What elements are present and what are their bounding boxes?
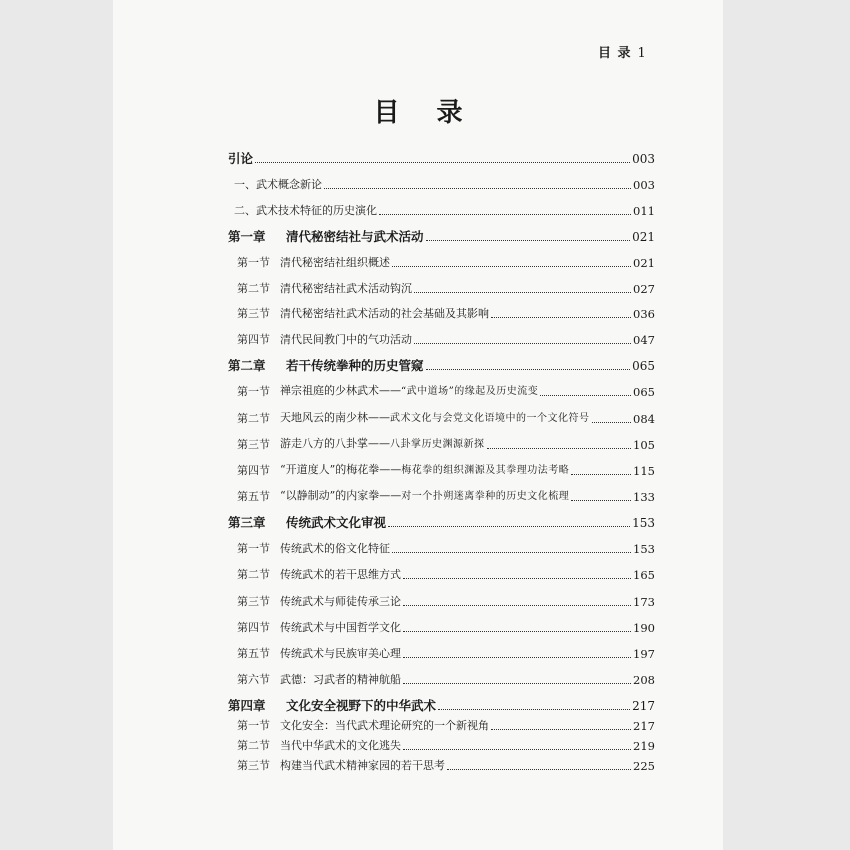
dot-leader bbox=[491, 317, 631, 318]
toc-entry-title: 传统武术的俗文化特征 bbox=[280, 542, 390, 555]
section-number: 第四节 bbox=[237, 621, 270, 634]
toc-page-number: 217 bbox=[633, 719, 655, 733]
toc-page-number: 047 bbox=[633, 333, 655, 347]
dot-leader bbox=[403, 605, 631, 606]
toc-page-number: 105 bbox=[633, 438, 655, 452]
toc-entry-subtitle: 武术文化与会党文化语境中的一个文化符号 bbox=[390, 413, 590, 424]
toc-page-number: 084 bbox=[633, 412, 655, 426]
toc-page-number: 197 bbox=[633, 647, 655, 661]
toc-chapter bbox=[228, 226, 655, 244]
toc-entry-title: 引论 bbox=[228, 151, 254, 166]
toc-entry-title: 天地风云的南少林——武术文化与会党文化语境中的一个文化符号 bbox=[280, 411, 590, 424]
toc-entry-title: 清代秘密结社武术活动的社会基础及其影响 bbox=[280, 307, 489, 320]
dot-leader bbox=[592, 422, 632, 423]
toc-entry-title: 文化安全：当代武术理论研究的一个新视角 bbox=[280, 719, 489, 732]
toc-page-number: 065 bbox=[632, 359, 655, 373]
dot-leader bbox=[388, 526, 630, 527]
toc-entry bbox=[228, 755, 655, 773]
toc-entry bbox=[228, 252, 655, 270]
dot-leader bbox=[379, 214, 631, 215]
dot-leader bbox=[324, 188, 631, 189]
toc-entry-title: 清代秘密结社武术活动钩沉 bbox=[280, 282, 412, 295]
toc-entry-title: 一、武术概念新论 bbox=[234, 178, 322, 191]
dot-leader bbox=[414, 343, 631, 344]
toc-entry-title: 禅宗祖庭的少林武术——“武中道场”的缘起及历史流变 bbox=[280, 384, 539, 397]
dot-leader bbox=[447, 769, 631, 770]
toc-entry-subtitle: 八卦掌历史渊源新探 bbox=[390, 439, 485, 450]
toc-chapter bbox=[228, 512, 655, 530]
toc-entry-title: 文化安全视野下的中华武术 bbox=[286, 698, 437, 713]
section-number: 第四节 bbox=[237, 333, 270, 346]
toc-page-number: 021 bbox=[633, 256, 655, 270]
dot-leader bbox=[426, 240, 631, 241]
toc-entry-title: 传统武术与中国哲学文化 bbox=[280, 621, 401, 634]
toc-entry-title: 传统武术与师徒传承三论 bbox=[280, 595, 401, 608]
section-number: 第一节 bbox=[237, 256, 270, 269]
toc-entry-title: 清代民间教门中的气功活动 bbox=[280, 333, 412, 346]
toc-page-number: 173 bbox=[633, 595, 655, 609]
toc-entry-title: 传统武术的若干思维方式 bbox=[280, 568, 401, 581]
toc-page-number: 011 bbox=[633, 204, 655, 218]
dot-leader bbox=[403, 631, 631, 632]
chapter-number: 第二章 bbox=[228, 358, 266, 373]
dot-leader bbox=[403, 749, 631, 750]
section-number: 第一节 bbox=[237, 385, 270, 398]
dot-leader bbox=[540, 395, 631, 396]
toc-page-number: 208 bbox=[633, 673, 655, 687]
toc-page-number: 225 bbox=[633, 759, 655, 773]
chapter-number: 第三章 bbox=[228, 515, 266, 530]
toc-entry-subtitle: “武中道场”的缘起及历史流变 bbox=[401, 386, 539, 397]
toc-entry bbox=[228, 591, 655, 609]
toc-entry-title: 武德：习武者的精神航船 bbox=[280, 673, 401, 686]
toc-entry bbox=[228, 174, 655, 192]
toc-entry-title: “开道度人”的梅花拳——梅花拳的组织渊源及其拳理功法考略 bbox=[280, 463, 570, 476]
toc-page-number: 065 bbox=[633, 385, 655, 399]
dot-leader bbox=[255, 162, 630, 163]
section-number: 第三节 bbox=[237, 438, 270, 451]
toc-entry-title: “以静制动”的内家拳——对一个扑朔迷离拳种的历史文化梳理 bbox=[280, 489, 570, 502]
section-number: 第二节 bbox=[237, 739, 270, 752]
toc-page-number: 190 bbox=[633, 621, 655, 635]
toc-entry bbox=[228, 434, 655, 452]
toc-entry-title: 构建当代武术精神家园的若干思考 bbox=[280, 759, 445, 772]
toc-page-number: 115 bbox=[633, 464, 655, 478]
toc-entry bbox=[228, 278, 655, 296]
dot-leader bbox=[403, 657, 631, 658]
section-number: 第三节 bbox=[237, 759, 270, 772]
toc-entry bbox=[228, 460, 655, 478]
dot-leader bbox=[414, 292, 631, 293]
dot-leader bbox=[403, 683, 631, 684]
section-number: 第三节 bbox=[237, 307, 270, 320]
toc-entry-title: 传统武术文化审视 bbox=[286, 515, 387, 530]
dot-leader bbox=[571, 500, 631, 501]
toc-entry bbox=[228, 408, 655, 426]
chapter-number: 第四章 bbox=[228, 698, 266, 713]
toc-entry-title: 当代中华武术的文化逃失 bbox=[280, 739, 401, 752]
section-number: 第五节 bbox=[237, 490, 270, 503]
toc-entry-title: 二、武术技术特征的历史演化 bbox=[234, 204, 377, 217]
dot-leader bbox=[491, 729, 631, 730]
dot-leader bbox=[392, 266, 631, 267]
toc-page-number: 021 bbox=[632, 230, 655, 244]
section-number: 第二节 bbox=[237, 282, 270, 295]
dot-leader bbox=[487, 448, 632, 449]
toc-page-number: 003 bbox=[632, 152, 655, 166]
dot-leader bbox=[392, 552, 631, 553]
section-number: 第五节 bbox=[237, 647, 270, 660]
toc-page-number: 133 bbox=[633, 490, 655, 504]
section-number: 第四节 bbox=[237, 464, 270, 477]
toc-entry bbox=[228, 329, 655, 347]
section-number: 第三节 bbox=[237, 595, 270, 608]
toc-entry-subtitle: 梅花拳的组织渊源及其拳理功法考略 bbox=[401, 465, 570, 476]
toc-page-number: 036 bbox=[633, 307, 655, 321]
page-title: 目 录 bbox=[373, 98, 477, 128]
toc-chapter bbox=[228, 695, 655, 713]
section-number: 第二节 bbox=[237, 412, 270, 425]
running-header-page: 1 bbox=[637, 46, 647, 61]
section-number: 第二节 bbox=[237, 568, 270, 581]
toc-page-number: 153 bbox=[632, 516, 655, 530]
dot-leader bbox=[426, 369, 631, 370]
running-header-label: 目 录 bbox=[598, 46, 632, 61]
toc-entry bbox=[228, 643, 655, 661]
toc-entry bbox=[228, 735, 655, 753]
dot-leader bbox=[403, 578, 631, 579]
toc-entry-title: 传统武术与民族审美心理 bbox=[280, 647, 401, 660]
toc-entry bbox=[228, 381, 655, 399]
toc-entry-title: 清代秘密结社与武术活动 bbox=[286, 229, 424, 244]
toc-entry-title: 若干传统拳种的历史管窥 bbox=[286, 358, 424, 373]
toc-page-number: 003 bbox=[633, 178, 655, 192]
section-number: 第六节 bbox=[237, 673, 270, 686]
toc-entry bbox=[228, 200, 655, 218]
toc-page-number: 027 bbox=[633, 282, 655, 296]
toc-page-number: 153 bbox=[633, 542, 655, 556]
toc-entry bbox=[228, 538, 655, 556]
toc-entry bbox=[228, 617, 655, 635]
toc-entry bbox=[228, 564, 655, 582]
dot-leader bbox=[438, 709, 630, 710]
toc-page-number: 217 bbox=[632, 699, 655, 713]
section-number: 第一节 bbox=[237, 719, 270, 732]
section-number: 第一节 bbox=[237, 542, 270, 555]
toc-page-number: 219 bbox=[633, 739, 655, 753]
toc-entry bbox=[228, 715, 655, 733]
toc-entry-subtitle: 对一个扑朔迷离拳种的历史文化梳理 bbox=[401, 491, 570, 502]
chapter-number: 第一章 bbox=[228, 229, 266, 244]
toc-entry-title: 清代秘密结社组织概述 bbox=[280, 256, 390, 269]
toc-entry-title: 游走八方的八卦掌——八卦掌历史渊源新探 bbox=[280, 437, 485, 450]
toc-entry bbox=[228, 486, 655, 504]
toc-chapter bbox=[228, 355, 655, 373]
toc-chapter bbox=[228, 148, 655, 166]
toc-page-number: 165 bbox=[633, 568, 655, 582]
toc-entry bbox=[228, 303, 655, 321]
dot-leader bbox=[571, 474, 631, 475]
toc-entry bbox=[228, 669, 655, 687]
